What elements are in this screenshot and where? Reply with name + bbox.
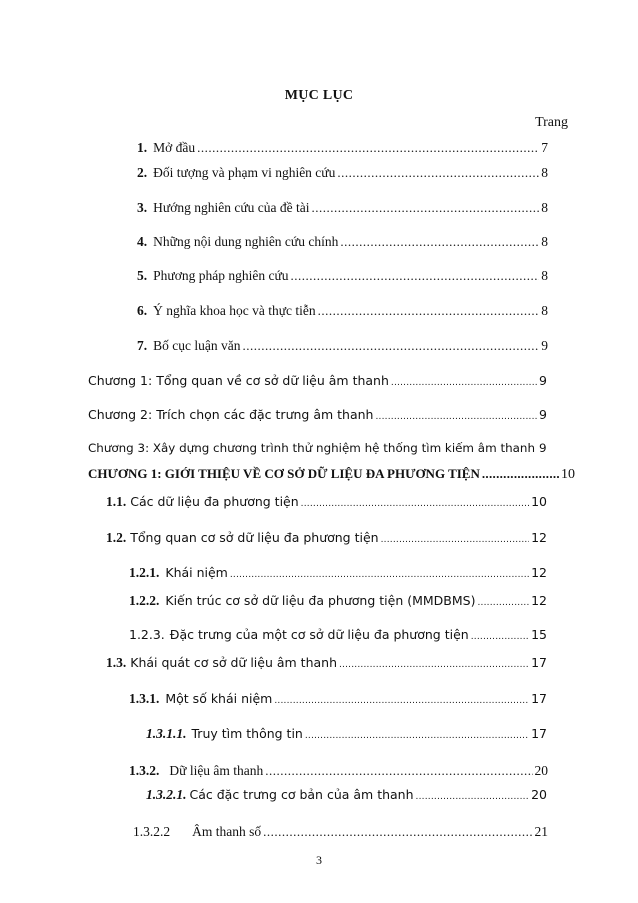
dot-leader xyxy=(471,632,529,642)
entry-number: 1.2. xyxy=(106,530,127,545)
dot-leader xyxy=(274,696,529,706)
entry-number: 1.3.1.1. xyxy=(146,726,187,741)
dot-leader xyxy=(381,535,530,545)
entry-text: Các dữ liệu đa phương tiện xyxy=(130,494,299,509)
dot-leader xyxy=(318,303,540,319)
dot-leader xyxy=(230,570,529,580)
toc-entry xyxy=(88,373,547,391)
entry-text: Khái niệm xyxy=(165,565,228,580)
dot-leader xyxy=(375,412,537,422)
entry-page: 20 xyxy=(531,787,547,802)
toc-entry xyxy=(106,655,547,673)
toc-entry xyxy=(106,530,547,548)
entry-number: 4. xyxy=(137,234,148,249)
entry-text: Kiến trúc cơ sở dữ liệu đa phương tiện (MMDBMS) xyxy=(165,593,476,608)
page-column-label: Trang xyxy=(535,115,568,130)
entry-text: Mở đầu xyxy=(153,140,196,155)
entry-text: Chương 1: Tổng quan về cơ sở dữ liệu âm thanh xyxy=(88,373,389,388)
entry-text: Chương 2: Trích chọn các đặc trưng âm thanh xyxy=(88,407,374,422)
toc-entry xyxy=(137,140,548,158)
toc-entry xyxy=(129,565,547,583)
entry-text: Phương pháp nghiên cứu xyxy=(153,268,289,283)
entry-page: 9 xyxy=(541,338,548,353)
dot-leader xyxy=(291,268,540,284)
toc-entry xyxy=(129,763,548,781)
dot-leader xyxy=(337,165,539,181)
toc-entry xyxy=(129,691,547,709)
entry-number: 5. xyxy=(137,268,148,283)
dot-leader xyxy=(339,660,529,670)
entry-page: 10 xyxy=(561,467,575,482)
entry-text: Khái quát cơ sở dữ liệu âm thanh xyxy=(130,655,337,670)
entry-text: Truy tìm thông tin xyxy=(191,726,303,741)
page-number: 3 xyxy=(316,853,322,867)
entry-text: Chương 3: Xây dựng chương trình thử nghiệm hệ thống tìm kiếm âm thanh xyxy=(88,441,536,455)
entry-text: Bố cục luận văn xyxy=(153,338,241,353)
entry-page: 12 xyxy=(531,565,547,580)
entry-text: Các đặc trưng cơ bản của âm thanh xyxy=(189,787,414,802)
toc-entry xyxy=(146,726,547,744)
entry-number: 1.1. xyxy=(106,494,127,509)
entry-text: Dữ liệu âm thanh xyxy=(169,763,264,778)
dot-leader xyxy=(265,763,532,779)
entry-page: 8 xyxy=(541,200,548,215)
entry-text: Âm thanh số xyxy=(192,824,262,839)
toc-entry xyxy=(133,824,548,842)
entry-number: 1.3. xyxy=(106,655,127,670)
dot-leader xyxy=(477,598,529,608)
entry-page: 17 xyxy=(531,726,547,741)
dot-leader xyxy=(311,200,539,216)
toc-entry xyxy=(137,200,548,218)
entry-page: 17 xyxy=(531,691,547,706)
dot-leader xyxy=(197,140,539,156)
entry-number: 2. xyxy=(137,165,148,180)
toc-title: MỤC LỤC xyxy=(284,88,354,103)
dot-leader xyxy=(263,824,532,840)
toc-entry xyxy=(88,407,547,425)
entry-number: 7. xyxy=(137,338,148,353)
entry-text: CHƯƠNG 1: GIỚI THIỆU VỀ CƠ SỞ DỮ LIỆU ĐA PHƯƠNG TIỆN xyxy=(88,466,480,481)
toc-entry xyxy=(137,303,548,321)
entry-number: 1.2.1. xyxy=(129,565,160,580)
entry-page: 21 xyxy=(534,824,548,839)
entry-number: 1.3.1. xyxy=(129,691,160,706)
toc-entry xyxy=(129,627,547,645)
entry-number: 3. xyxy=(137,200,148,215)
dot-leader xyxy=(305,731,529,741)
dot-leader xyxy=(391,378,537,388)
dot-leader xyxy=(416,792,530,802)
toc-entry xyxy=(137,165,548,183)
entry-number: 1.3.2.1. xyxy=(146,787,187,802)
entry-text: Đặc trưng của một cơ sở dữ liệu đa phương tiện xyxy=(169,627,469,642)
entry-page: 15 xyxy=(531,627,547,642)
entry-page: 8 xyxy=(541,268,548,283)
entry-number: 1.3.2.2 xyxy=(133,824,171,839)
toc-entry xyxy=(88,441,578,459)
toc-entry xyxy=(129,593,547,611)
entry-page: 9 xyxy=(539,407,547,422)
entry-page: 12 xyxy=(531,593,547,608)
entry-page: 8 xyxy=(541,234,548,249)
toc-entry xyxy=(137,234,548,252)
entry-page: 10 xyxy=(531,494,547,509)
entry-text: Những nội dung nghiên cứu chính xyxy=(153,234,339,249)
entry-text: Ý nghĩa khoa học và thực tiễn xyxy=(153,303,316,318)
toc-entry xyxy=(106,494,547,512)
entry-page: 9 xyxy=(539,373,547,388)
entry-text: Hướng nghiên cứu của đề tài xyxy=(153,200,310,215)
entry-text: Một số khái niệm xyxy=(165,691,273,706)
entry-number: 6. xyxy=(137,303,148,318)
dot-leader xyxy=(242,338,539,354)
entry-number: 1.2.3. xyxy=(129,627,165,642)
entry-page: 17 xyxy=(531,655,547,670)
entry-page: 8 xyxy=(541,303,548,318)
toc-chapter-entry xyxy=(88,466,575,484)
entry-text: Tổng quan cơ sở dữ liệu đa phương tiện xyxy=(130,530,379,545)
entry-page: 20 xyxy=(534,763,548,778)
entry-page: 8 xyxy=(541,165,548,180)
dot-leader xyxy=(482,466,559,482)
entry-page: 7 xyxy=(541,140,548,155)
dot-leader xyxy=(340,234,539,250)
entry-number: 1.3.2. xyxy=(129,763,160,778)
toc-entry xyxy=(137,338,548,356)
entry-page: 12 xyxy=(531,530,547,545)
toc-entry xyxy=(146,787,547,805)
toc-entry xyxy=(137,268,548,286)
entry-text: Đối tượng và phạm vi nghiên cứu xyxy=(153,165,336,180)
entry-number: 1.2.2. xyxy=(129,593,160,608)
entry-number: 1. xyxy=(137,140,148,155)
entry-page: 9 xyxy=(539,441,547,455)
dot-leader xyxy=(301,499,529,509)
